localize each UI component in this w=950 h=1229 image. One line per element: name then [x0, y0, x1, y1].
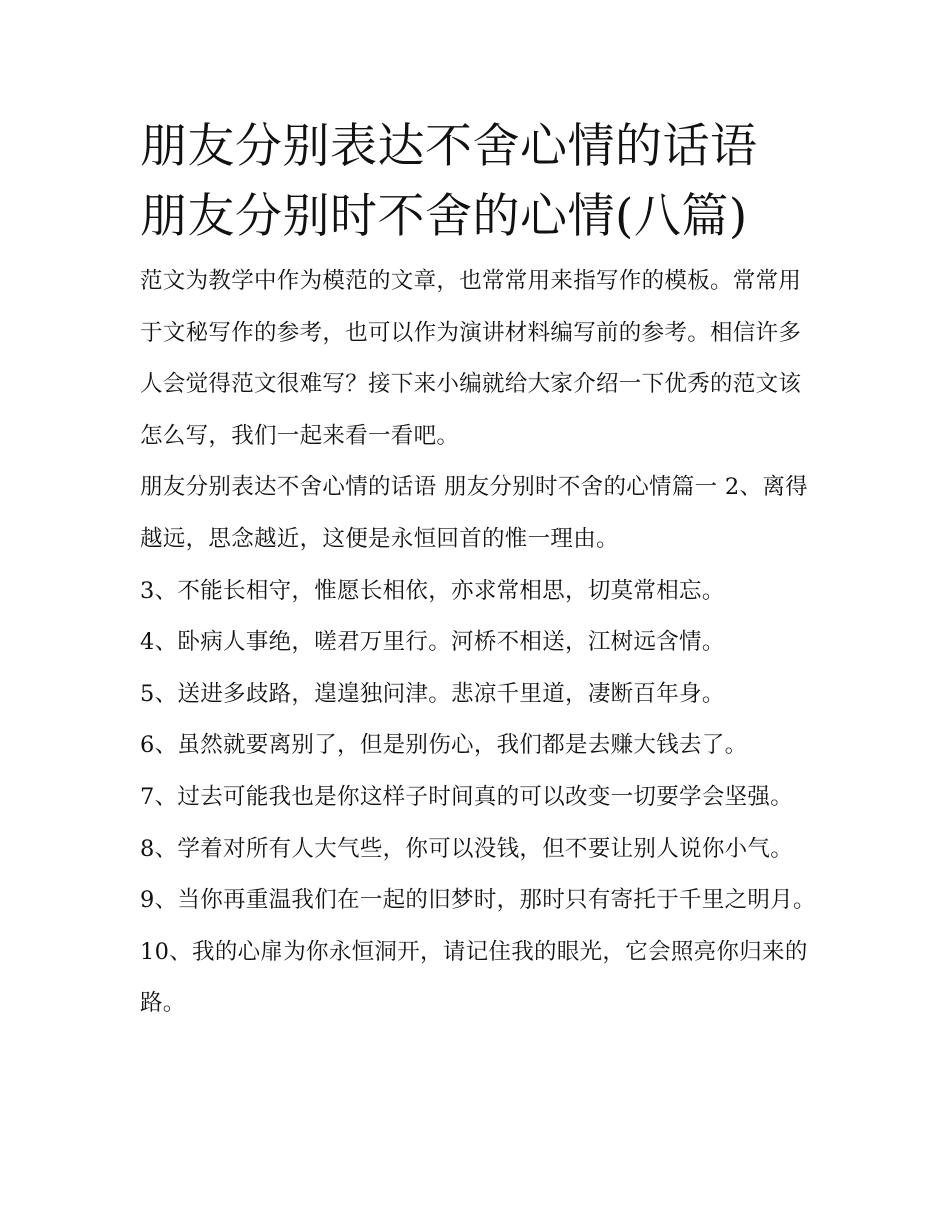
body-paragraph: 6、虽然就要离别了，但是别伤心，我们都是去赚大钱去了。 [140, 732, 748, 759]
title-line-1: 朋友分别表达不舍心情的话语 [140, 119, 758, 174]
body-paragraph: 4、卧病人事绝，嗟君万里行。河桥不相送，江树远含情。 [140, 629, 725, 656]
body-paragraph: 7、过去可能我也是你这样子时间真的可以改变一切要学会坚强。 8、学着对所有人大气些，你可以没钱，但不要让别人说你小气。 [140, 783, 794, 862]
intro-paragraph: 范文为教学中作为模范的文章，也常常用来指写作的模板。常常用于文秘写作的参考，也可以作为演讲材料编写前的参考。相信许多人会觉得范文很难写？接下来小编就给大家介绍一下优秀的范文该怎么写，我们一起来看一看吧。 [140, 268, 802, 449]
document-title [140, 112, 820, 252]
body-paragraph: 3、不能长相守，惟愿长相依，亦求常相思，切莫常相忘。 [140, 577, 725, 604]
body-paragraph: 9、当你再重温我们在一起的旧梦时，那时只有寄托于千里之明月。 10、我的心扉为你永恒洞开，请记住我的眼光，它会照亮你归来的路。 [140, 887, 816, 1017]
title-line-2: 朋友分别时不舍的心情(八篇) [140, 189, 748, 244]
body-paragraph: 5、送进多歧路，遑遑独问津。悲凉千里道，凄断百年身。 [140, 680, 725, 707]
document-page [140, 112, 820, 1030]
body-paragraph: 朋友分别表达不舍心情的话语 朋友分别时不舍的心情篇一 2、离得越远，思念越近，这便是永恒回首的惟一理由。 [140, 474, 808, 552]
